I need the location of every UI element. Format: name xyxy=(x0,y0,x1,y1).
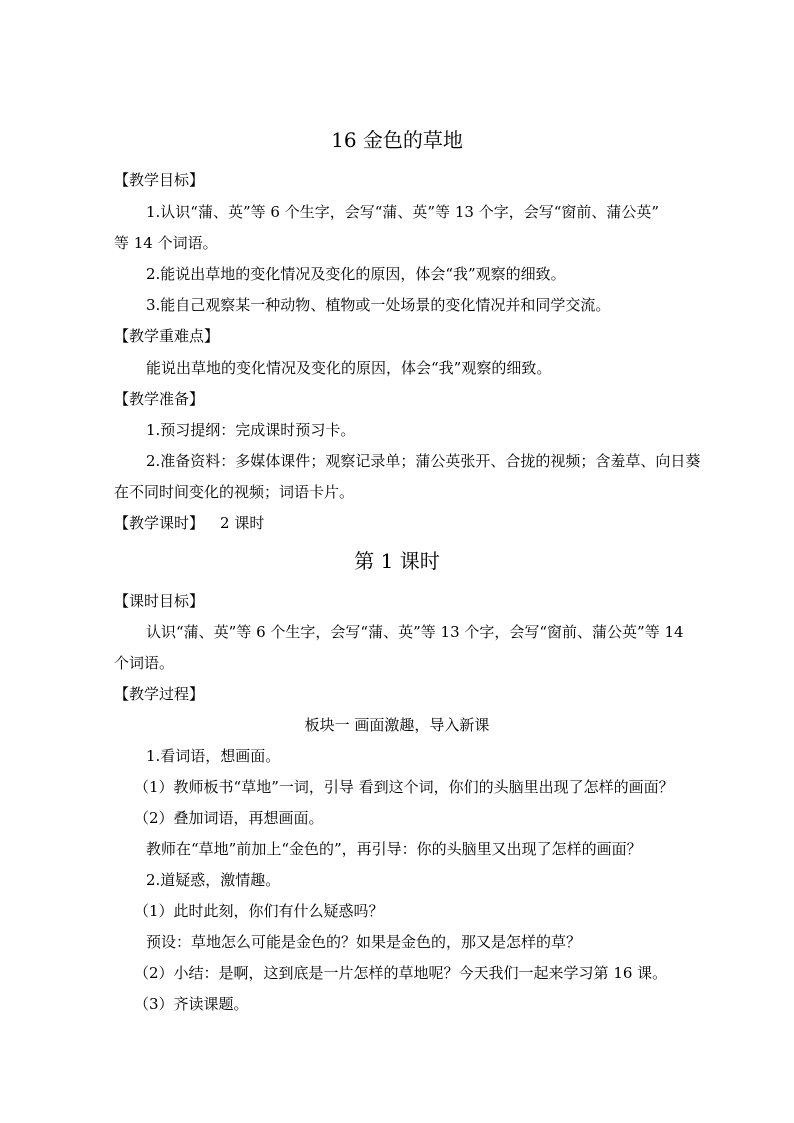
step-2-item-3: （3）齐读课题。 xyxy=(134,995,249,1013)
page-title: 16 金色的草地 xyxy=(331,128,463,152)
lesson-objective-line-2: 个词语。 xyxy=(114,654,175,672)
step-1-item-2: （2）叠加词语，再想画面。 xyxy=(134,809,324,827)
step-2-item-2: （2）小结：是啊，这到底是一片怎样的草地呢？今天我们一起来学习第 16 课。 xyxy=(134,964,668,982)
lesson-1-title: 第 1 课时 xyxy=(354,549,440,573)
section-heading-process: 【教学过程】 xyxy=(114,685,205,703)
objective-3: 3.能自己观察某一种动物、植物或一处场景的变化情况并和同学交流。 xyxy=(146,296,611,314)
preparation-1: 1.预习提纲：完成课时预习卡。 xyxy=(146,421,356,439)
section-heading-key-points: 【教学重难点】 xyxy=(114,327,220,345)
lesson-objective-line-1: 认识“蒲、英”等 6 个生字，会写“蒲、英”等 13 个字，会写“窗前、蒲公英”等 14 xyxy=(146,623,684,641)
step-2-item-1: （1）此时此刻，你们有什么疑惑吗？ xyxy=(134,902,384,920)
objective-1-line-1: 1.认识“蒲、英”等 6 个生字，会写“蒲、英”等 13 个字，会写“窗前、蒲公英” xyxy=(146,203,660,221)
section-heading-lesson-objectives: 【课时目标】 xyxy=(114,592,205,610)
key-points-text: 能说出草地的变化情况及变化的原因，体会“我”观察的细致。 xyxy=(146,359,552,377)
step-1: 1.看词语，想画面。 xyxy=(146,747,281,765)
step-1-item-3: 教师在“草地”前加上“金色的”，再引导：你的头脑里又出现了怎样的画面？ xyxy=(146,840,642,858)
hours-value: 2 课时 xyxy=(220,514,265,532)
preparation-2-line-1: 2.准备资料：多媒体课件；观察记录单；蒲公英张开、合拢的视频；含羞草、向日葵 xyxy=(146,452,701,470)
section-heading-preparation: 【教学准备】 xyxy=(114,390,205,408)
hours-label: 【教学课时】 xyxy=(114,514,205,532)
step-2: 2.道疑惑，激情趣。 xyxy=(146,871,281,889)
preparation-2-line-2: 在不同时间变化的视频；词语卡片。 xyxy=(114,483,355,501)
step-2-preset: 预设：草地怎么可能是金色的？如果是金色的，那又是怎样的草？ xyxy=(146,933,582,951)
step-1-item-1: （1）教师板书“草地”一词，引导 看到这个词，你们的头脑里出现了怎样的画面？ xyxy=(134,778,674,796)
section-heading-objectives: 【教学目标】 xyxy=(114,171,205,189)
objective-1-line-2: 等 14 个词语。 xyxy=(114,234,218,252)
block-1-title: 板块一 画面激趣，导入新课 xyxy=(304,716,490,734)
objective-2: 2.能说出草地的变化情况及变化的原因，体会“我”观察的细致。 xyxy=(146,265,566,283)
section-heading-hours xyxy=(114,513,720,533)
